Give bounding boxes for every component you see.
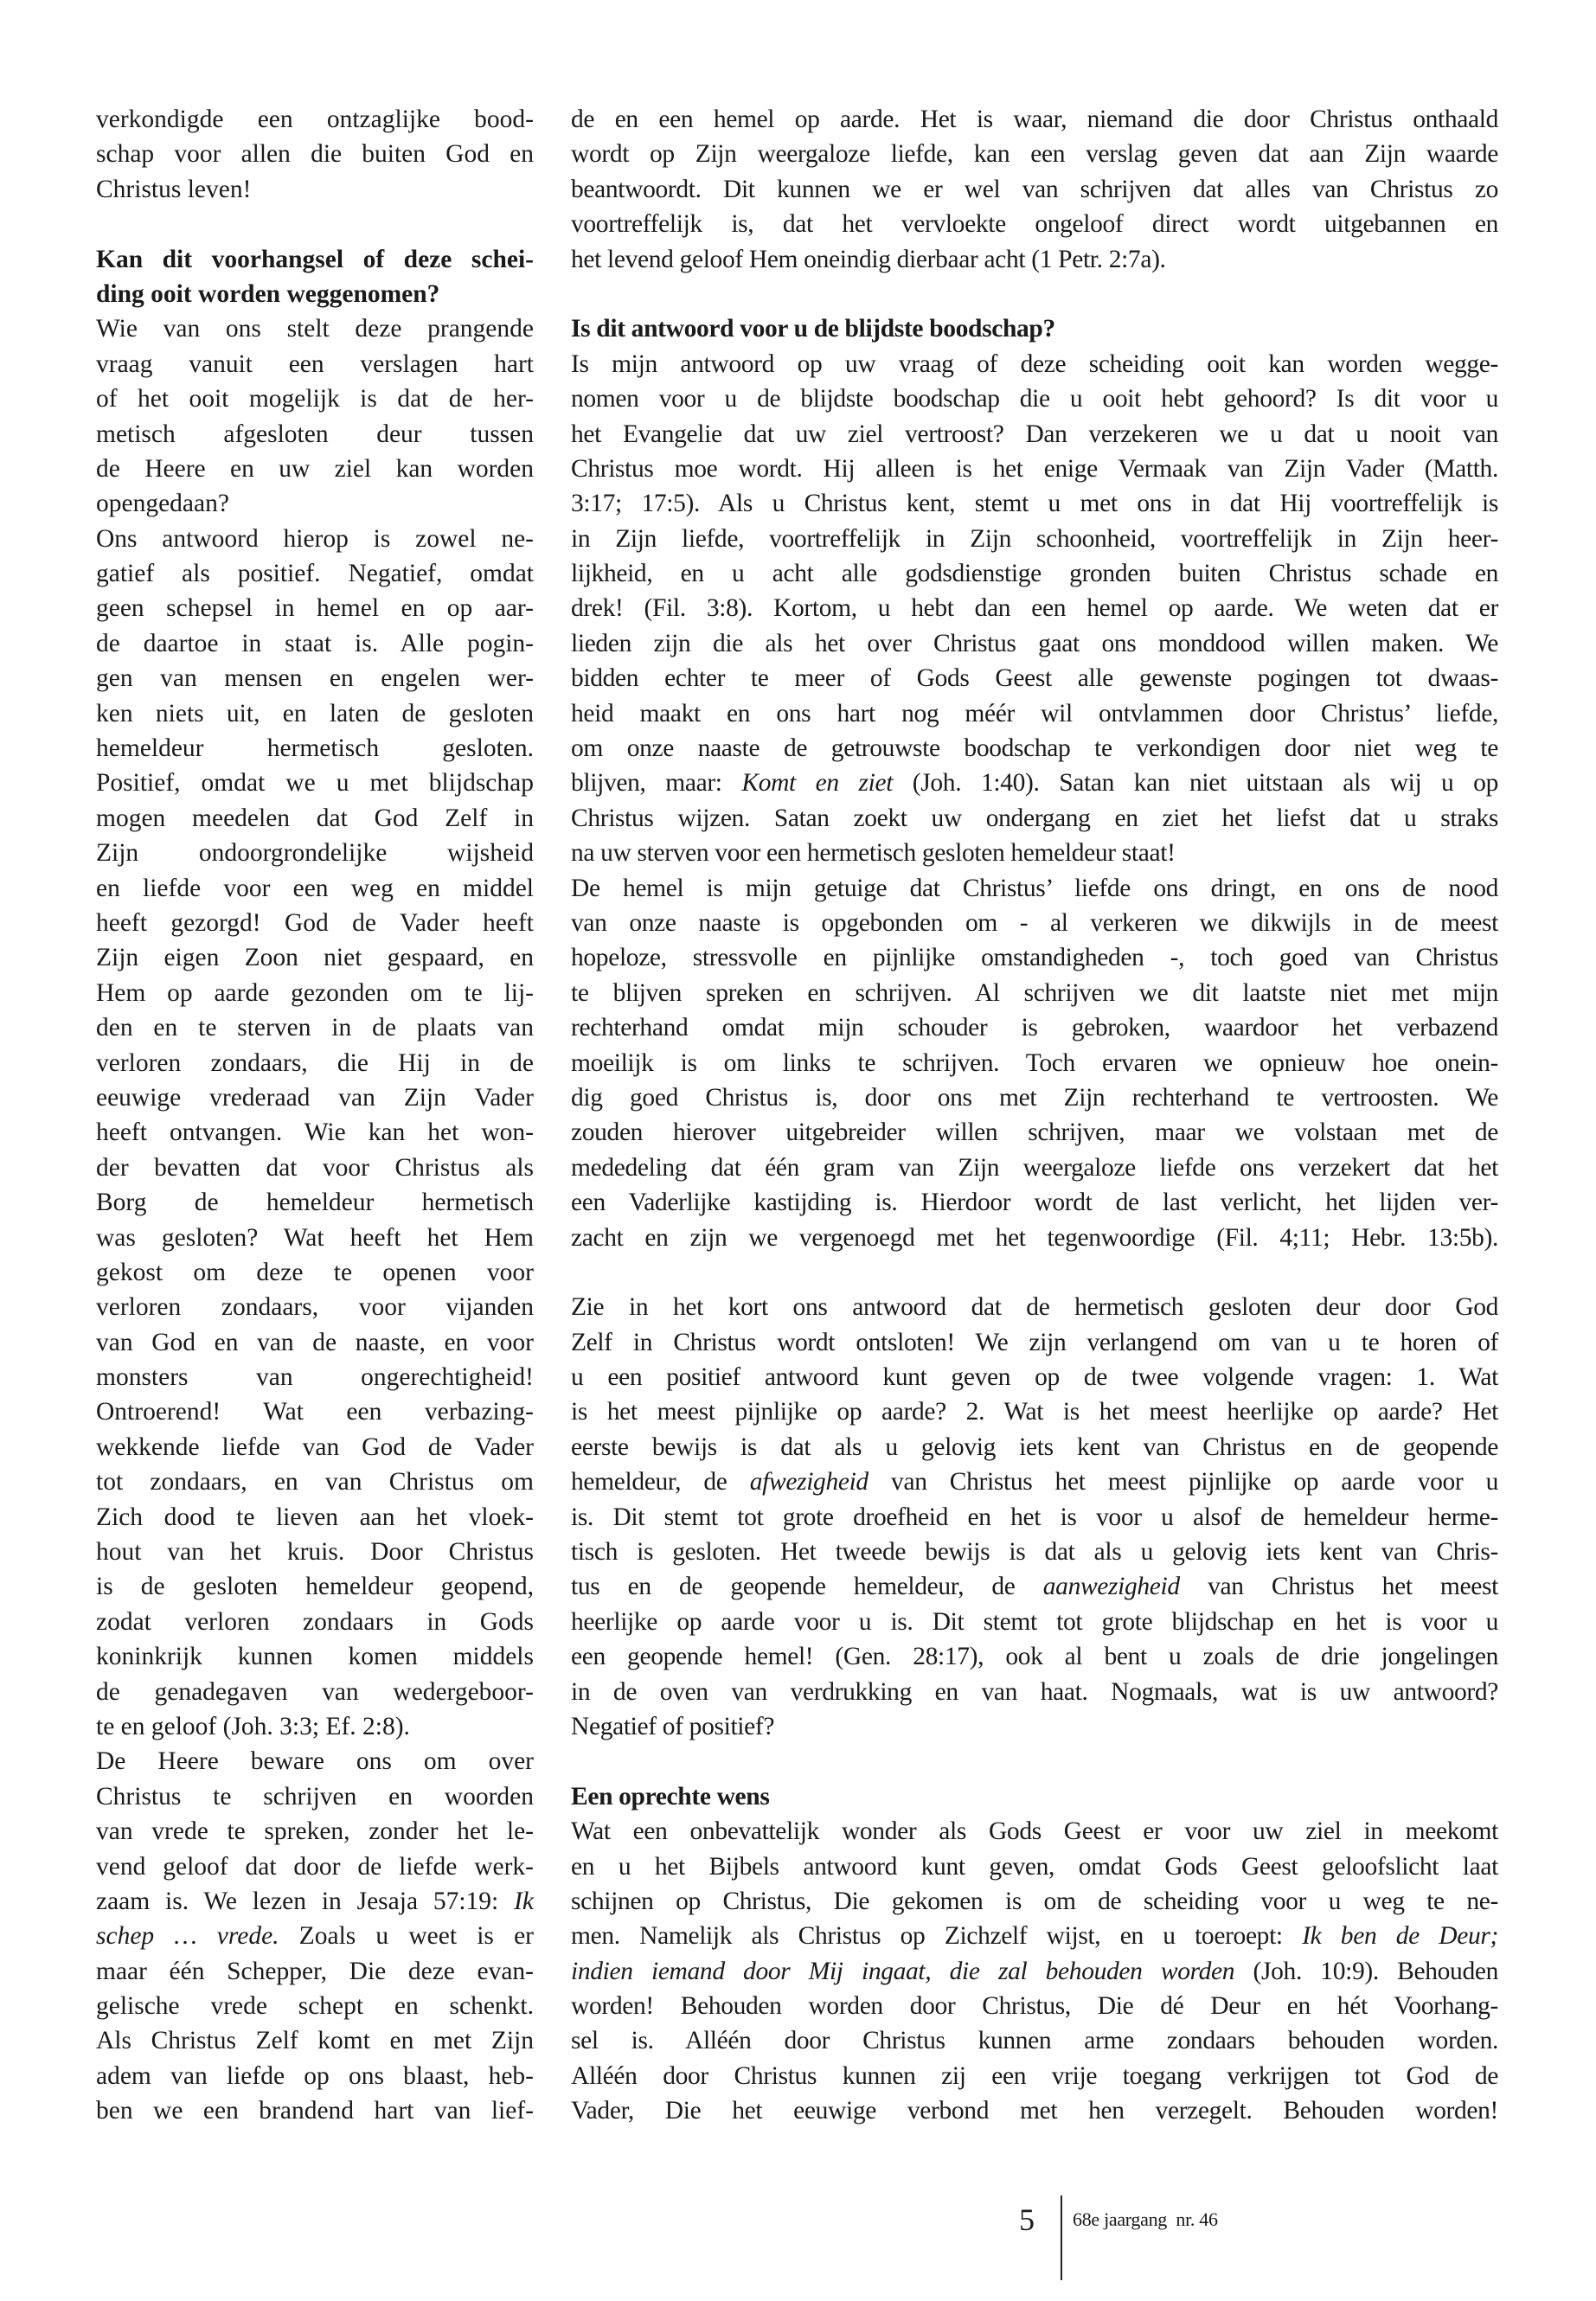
text-line: om onze naaste de getrouwste boodschap te verkondigen door niet weg te xyxy=(571,734,1498,763)
text-line: een geopende hemel! (Gen. 28:17), ook al bent u zoals de drie jongelingen xyxy=(571,1643,1498,1671)
blank-line xyxy=(571,1255,1498,1290)
text-line: schap voor allen die buiten God en xyxy=(96,140,534,169)
text-line: verloren zondaars, die Hij in de xyxy=(96,1048,534,1077)
text-line: Christus moe wordt. Hij alleen is het enige Vermaak van Zijn Vader (Matth. xyxy=(571,454,1498,483)
text-line: een Vaderlijke kastijding is. Hierdoor wordt de last verlicht, het lijden ver- xyxy=(571,1189,1498,1217)
text-line: gen van mensen en engelen wer- xyxy=(96,664,534,693)
text-line: beantwoordt. Dit kunnen we er wel van schrijven dat alles van Christus zo xyxy=(571,175,1498,203)
text-line: Als Christus Zelf komt en met Zijn xyxy=(96,2027,534,2055)
footer-divider xyxy=(1061,2195,1062,2280)
text-line xyxy=(571,1954,1498,1989)
text-line: heeft gezorgd! God de Vader heeft xyxy=(96,908,534,937)
text-line: heeft ontvangen. Wie kan het won- xyxy=(96,1118,534,1147)
text-line: dig goed Christus is, door ons met Zijn rechterhand te vertroosten. We xyxy=(571,1083,1498,1112)
text-line: Wie van ons stelt deze prangende xyxy=(96,315,534,343)
text-line: heid maakt en ons hart nog méér wil ontvlammen door Christus’ liefde, xyxy=(571,699,1498,727)
text-line: Zelf in Christus wordt ontsloten! We zijn verlangend om van u te horen of xyxy=(571,1328,1498,1356)
italic-text: aanwezigheid xyxy=(1042,1573,1180,1601)
text-segment: tus en de geopende hemeldeur, de xyxy=(571,1573,1043,1601)
blank-line xyxy=(571,1744,1498,1779)
italic-text: Ik ben de Deur; xyxy=(1302,1922,1498,1951)
text-line: hout van het kruis. Door Christus xyxy=(96,1538,534,1567)
text-line: de en een hemel op aarde. Het is waar, niemand die door Christus onthaald xyxy=(571,106,1498,133)
text-line: maar één Schepper, Die deze evan- xyxy=(96,1957,534,1985)
text-line xyxy=(96,1884,534,1919)
text-line: Alléén door Christus kunnen zij een vrije toegang verkrijgen tot God de xyxy=(571,2061,1498,2090)
text-line: Ontroerend! Wat een verbazing- xyxy=(96,1398,534,1426)
text-line: en u het Bijbels antwoord kunt geven, omdat Gods Geest geloofslicht laat xyxy=(571,1852,1498,1881)
text-line: te en geloof (Joh. 3:3; Ef. 2:8). xyxy=(96,1712,410,1740)
text-line: of het ooit mogelijk is dat de her- xyxy=(96,385,534,413)
text-line: hemeldeur hermetisch gesloten. xyxy=(96,734,534,763)
text-segment: van Christus het meest xyxy=(1179,1573,1498,1601)
text-line: was gesloten? Wat heeft het Hem xyxy=(96,1223,534,1252)
text-line: zodat verloren zondaars in Gods xyxy=(96,1607,534,1636)
text-line: de genadegaven van wedergeboor- xyxy=(96,1677,534,1706)
text-line: u een positief antwoord kunt geven op de twee volgende vragen: 1. Wat xyxy=(571,1363,1498,1392)
text-line: in de oven van verdrukking en van haat. Nogmaals, wat is uw antwoord? xyxy=(571,1677,1498,1706)
text-line: geen schepsel in hemel en op aar- xyxy=(96,594,534,623)
text-line: voortreffelijk is, dat het vervloekte ongeloof direct wordt uitgebannen en xyxy=(571,210,1498,239)
text-line: Zich dood te lieven aan het vloek- xyxy=(96,1503,534,1531)
text-line: mogen meedelen dat God Zelf in xyxy=(96,804,534,832)
text-line: Zijn eigen Zoon niet gespaard, en xyxy=(96,944,534,972)
text-line: van vrede te spreken, zonder het le- xyxy=(96,1817,534,1846)
issue-label: 68e jaargang nr. 46 xyxy=(1073,2208,1218,2230)
text-line: metisch afgesloten deur tussen xyxy=(96,420,534,448)
text-line: is de gesloten hemeldeur geopend, xyxy=(96,1573,534,1601)
text-line: wordt op Zijn weergaloze liefde, kan een verslag geven dat aan Zijn waarde xyxy=(571,140,1498,169)
text-line: Is mijn antwoord op uw vraag of deze scheiding ooit kan worden wegge- xyxy=(571,349,1498,378)
text-line: koninkrijk kunnen komen middels xyxy=(96,1643,534,1671)
text-line: is. Dit stemt tot grote droefheid en het is voor u alsof de hemeldeur herme- xyxy=(571,1503,1498,1531)
text-line: Hem op aarde gezonden om te lij- xyxy=(96,978,534,1007)
text-line: tisch is gesloten. Het tweede bewijs is dat als u gelovig iets kent van Chris- xyxy=(571,1538,1498,1567)
text-line: sel is. Alléén door Christus kunnen arme zondaars behouden worden. xyxy=(571,2027,1498,2055)
text-segment: zaam is. We lezen in Jesaja 57:19: xyxy=(96,1887,515,1915)
text-line: 3:17; 17:5). Als u Christus kent, stemt u met ons in dat Hij voortreffelijk is xyxy=(571,490,1498,518)
text-segment: van Christus het meest pijnlijke op aarde voor u xyxy=(868,1468,1498,1497)
text-line xyxy=(571,766,1498,800)
text-line: Christus te schrijven en woorden xyxy=(96,1782,534,1811)
blank-line xyxy=(96,207,534,241)
text-line: gelische vrede schept en schenkt. xyxy=(96,1992,534,2021)
text-line: wekkende liefde van God de Vader xyxy=(96,1433,534,1461)
text-line: lijkheid, en u acht alle godsdienstige gronden buiten Christus schade en xyxy=(571,560,1498,588)
text-line: het Evangelie dat uw ziel vertroost? Dan verzekeren we u dat u nooit van xyxy=(571,420,1498,448)
text-line: na uw sterven voor een hermetisch gesloten hemeldeur staat! xyxy=(571,839,1176,868)
text-line: De Heere beware ons om over xyxy=(96,1747,534,1776)
blank-line xyxy=(571,277,1498,311)
italic-text: Komt en ziet xyxy=(741,769,894,798)
text-line: vend geloof dat door de liefde werk- xyxy=(96,1852,534,1881)
text-line: is het meest pijnlijke op aarde? 2. Wat is het meest heerlijke op aarde? Het xyxy=(571,1398,1498,1426)
text-line: de daartoe in staat is. Alle pogin- xyxy=(96,629,534,657)
text-line: heerlijke op aarde voor u is. Dit stemt tot grote blijdschap en het is voor u xyxy=(571,1607,1498,1636)
section-heading-line: Is dit antwoord voor u de blijdste boodschap? xyxy=(571,315,1055,343)
italic-text: schep … vrede. xyxy=(96,1922,279,1951)
right-column xyxy=(571,102,1498,2129)
text-line: rechterhand omdat mijn schouder is gebroken, waardoor het verbazend xyxy=(571,1014,1498,1042)
text-line: zacht en zijn we vergenoegd met het tegenwoordige (Fil. 4;11; Hebr. 13:5b). xyxy=(571,1223,1498,1252)
text-line: drek! (Fil. 3:8). Kortom, u hebt dan een hemel op aarde. We weten dat er xyxy=(571,594,1498,623)
italic-text: indien iemand door Mij ingaat, die zal behouden worden xyxy=(571,1957,1235,1985)
text-line: Negatief of positief? xyxy=(571,1712,775,1740)
page-number: 5 xyxy=(1019,2202,1035,2237)
left-column xyxy=(96,102,534,2129)
text-line: lieden zijn die als het over Christus gaat ons monddood willen maken. We xyxy=(571,629,1498,657)
text-segment: (Joh. 1:40). Satan kan niet uitstaan als wij u op xyxy=(893,769,1498,798)
text-line: gatief als positief. Negatief, omdat xyxy=(96,560,534,588)
text-line: eerste bewijs is dat als u gelovig iets kent van Christus en de geopende xyxy=(571,1433,1498,1461)
text-line: de Heere en uw ziel kan worden xyxy=(96,454,534,483)
text-line: den en te sterven in de plaats van xyxy=(96,1014,534,1042)
text-line: Zijn ondoorgrondelijke wijsheid xyxy=(96,839,534,868)
text-line xyxy=(571,1569,1498,1604)
text-line: Positief, omdat we u met blijdschap xyxy=(96,769,534,798)
text-line: eeuwige vrederaad van Zijn Vader xyxy=(96,1083,534,1112)
text-line: in Zijn liefde, voortreffelijk in Zijn schoonheid, voortreffelijk in Zijn heer- xyxy=(571,524,1498,553)
text-segment: blijven, maar: xyxy=(571,769,742,798)
text-line: moeilijk is om links te schrijven. Toch ervaren we opnieuw hoe onein- xyxy=(571,1048,1498,1077)
text-line: hopeloze, stressvolle en pijnlijke omstandigheden -, toch goed van Christus xyxy=(571,944,1498,972)
text-line: verloren zondaars, voor vijanden xyxy=(96,1293,534,1322)
italic-text: Ik xyxy=(514,1887,534,1915)
text-segment: men. Namelijk als Christus op Zichzelf wijst, en u toeroept: xyxy=(571,1922,1303,1951)
text-line: Borg de hemeldeur hermetisch xyxy=(96,1189,534,1217)
text-segment: (Joh. 10:9). Behouden xyxy=(1234,1957,1498,1985)
text-line: nomen voor u de blijdste boodschap die u ooit hebt gehoord? Is dit voor u xyxy=(571,385,1498,413)
text-line: Vader, Die het eeuwige verbond met hen verzegelt. Behouden worden! xyxy=(571,2097,1498,2125)
text-line: tot zondaars, en van Christus om xyxy=(96,1468,534,1497)
text-line: gekost om deze te openen voor xyxy=(96,1258,534,1286)
text-line: worden! Behouden worden door Christus, Die dé Deur en hét Voorhang- xyxy=(571,1992,1498,2021)
text-line: het levend geloof Hem oneindig dierbaar acht (1 Petr. 2:7a). xyxy=(571,245,1166,273)
text-line: bidden echter te meer of Gods Geest alle gewenste pogingen tot dwaas- xyxy=(571,664,1498,693)
text-line: der bevatten dat voor Christus als xyxy=(96,1153,534,1182)
text-line: ken niets uit, en laten de gesloten xyxy=(96,699,534,727)
text-line: De hemel is mijn getuige dat Christus’ liefde ons dringt, en ons de nood xyxy=(571,874,1498,902)
text-line: adem van liefde op ons blaast, heb- xyxy=(96,2061,534,2090)
text-line: schijnen op Christus, Die gekomen is om de scheiding voor u weg te ne- xyxy=(571,1887,1498,1915)
text-line: monsters van ongerechtigheid! xyxy=(96,1363,534,1392)
text-line: Christus wijzen. Satan zoekt uw ondergang en ziet het liefst dat u straks xyxy=(571,804,1498,832)
text-line: Ons antwoord hierop is zowel ne- xyxy=(96,524,534,553)
section-heading-line: Een oprechte wens xyxy=(571,1782,770,1811)
text-segment: Zoals u weet is er xyxy=(279,1922,534,1951)
text-line: verkondigde een ontzaglijke bood- xyxy=(96,106,534,133)
text-line: ben we een brandend hart van lief- xyxy=(96,2097,534,2125)
text-line: opengedaan? xyxy=(96,490,229,518)
text-line: Wat een onbevattelijk wonder als Gods Geest er voor uw ziel in meekomt xyxy=(571,1817,1498,1846)
text-line: te blijven spreken en schrijven. Al schrijven we dit laatste niet met mijn xyxy=(571,978,1498,1007)
italic-text: afwezigheid xyxy=(749,1468,869,1497)
section-heading-line: Kan dit voorhangsel of deze schei- xyxy=(96,245,534,273)
text-line xyxy=(96,1919,534,1953)
text-line xyxy=(571,1465,1498,1499)
text-line: van onze naaste is opgebonden om - al verkeren we dikwijls in de meest xyxy=(571,908,1498,937)
text-line: Zie in het kort ons antwoord dat de hermetisch gesloten deur door God xyxy=(571,1293,1498,1322)
text-line: mededeling dat één gram van Zijn weergaloze liefde ons verzekert dat het xyxy=(571,1153,1498,1182)
text-segment: hemeldeur, de xyxy=(571,1468,750,1497)
text-line: zouden hierover uitgebreider willen schrijven, maar we volstaan met de xyxy=(571,1118,1498,1147)
text-line: en liefde voor een weg en middel xyxy=(96,874,534,902)
text-line: vraag vanuit een verslagen hart xyxy=(96,349,534,378)
section-heading-line: ding ooit worden weggenomen? xyxy=(96,279,440,308)
text-line xyxy=(571,1919,1498,1953)
text-line: van God en van de naaste, en voor xyxy=(96,1328,534,1356)
text-line: Christus leven! xyxy=(96,175,252,203)
